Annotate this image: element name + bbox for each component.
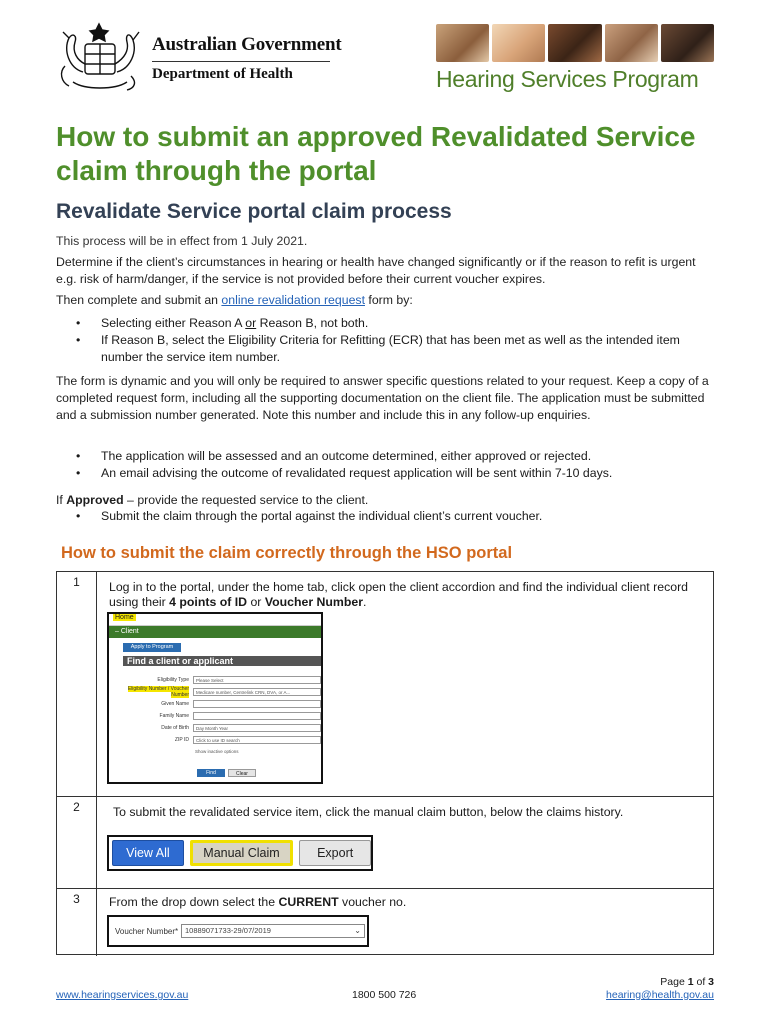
then-text-before: Then complete and submit an	[56, 293, 222, 307]
list-item: • Selecting either Reason A or Reason B, not both.	[56, 315, 716, 332]
list-item: • An email advising the outcome of revalidated request application will be sent within 7-10 days.	[56, 465, 716, 482]
step-row-1	[57, 572, 713, 797]
then-paragraph	[56, 292, 716, 309]
gov-divider	[152, 61, 330, 62]
apply-to-program-button: Apply to Program	[123, 643, 181, 652]
then-text-after: form by:	[364, 293, 413, 307]
find-button: Find	[197, 769, 225, 777]
page-subtitle: Revalidate Service portal claim process	[56, 200, 452, 223]
voucher-label: Voucher Number*	[115, 926, 179, 936]
page-title: How to submit an approved Revalidated Service claim through the portal	[56, 121, 696, 186]
determine-paragraph: Determine if the client’s circumstances in hearing or health have changed significantly or if the reason to refit is urgent e.g. risk of harm/danger, if the service is not provided before their current voucher expires.	[56, 255, 696, 286]
voucher-select[interactable]: 10889071733-29/07/2019 ⌄	[181, 924, 365, 938]
online-revalidation-request-link[interactable]: online revalidation request	[221, 293, 365, 307]
department-name: Department of Health	[152, 66, 293, 82]
australian-government-logo	[55, 20, 345, 95]
website-link[interactable]: www.hearingservices.gov.au	[56, 989, 189, 1001]
step-number: 2	[57, 797, 97, 888]
coat-of-arms-icon	[55, 20, 145, 95]
email-link[interactable]: hearing@health.gov.au	[606, 989, 714, 1001]
home-tab: Home	[109, 614, 321, 626]
section-heading: How to submit the claim correctly through the HSO portal	[61, 544, 513, 562]
approved-line: If Approved – provide the requested service to the client.	[56, 493, 369, 507]
approved-bullets	[56, 508, 716, 525]
request-bullets	[56, 315, 716, 366]
find-client-heading: Find a client or applicant	[123, 656, 321, 666]
find-client-form: Eligibility Type Please Select Eligibility Number / Voucher Number Medicare number, Centrelink CRN, DVA, or A... Given Name Family Name Date of Birth Day Month Year ZIP ID Click to use ID search Show inactive options	[123, 674, 321, 758]
portal-buttons	[197, 769, 256, 777]
export-button[interactable]: Export	[299, 840, 371, 866]
step-1-text: Log in to the portal, under the home tab, click open the client accordion and find the individual client record using their 4 points of ID or Voucher Number.	[109, 580, 688, 609]
step-row-2	[57, 797, 713, 889]
voucher-number-dropdown-screenshot	[107, 915, 369, 947]
form-paragraph: The form is dynamic and you will only be required to answer specific questions related to your request. Keep a copy of a completed request form, including all the supporting documentation on the client file. The application must be submitted and a submission number generated. Note this number and include this in any follow-up enquiries.	[56, 374, 709, 422]
photo-child	[492, 24, 545, 62]
chevron-down-icon: ⌄	[354, 926, 361, 935]
effective-date-text: This process will be in effect from 1 July 2021.	[56, 234, 308, 248]
photo-people	[436, 24, 489, 62]
hearing-services-program-logo	[436, 24, 714, 96]
phone-number: 1800 500 726	[352, 989, 417, 1001]
program-title: Hearing Services Program	[436, 66, 699, 92]
step-3-text: From the drop down select the CURRENT voucher no.	[109, 895, 407, 909]
clear-button: Clear	[228, 769, 256, 777]
step-2-text: To submit the revalidated service item, click the manual claim button, below the claims history.	[113, 805, 624, 819]
step-number: 3	[57, 889, 97, 956]
manual-claim-button[interactable]: Manual Claim	[190, 840, 294, 866]
list-item: • If Reason B, select the Eligibility Criteria for Refitting (ECR) that has been met as well as the intended item number the service item number.	[56, 332, 716, 366]
list-item: • Submit the claim through the portal against the individual client’s current voucher.	[56, 508, 716, 525]
steps-table	[56, 571, 714, 955]
view-all-button[interactable]: View All	[112, 840, 184, 866]
photo-elder	[661, 24, 714, 62]
client-accordion: – Client	[109, 626, 321, 638]
page-number: Page 1 of 3	[660, 976, 714, 988]
photo-woman	[548, 24, 601, 62]
step-row-3	[57, 889, 713, 956]
claims-button-bar	[107, 835, 373, 871]
portal-screenshot	[107, 612, 323, 784]
gov-name: Australian Government	[152, 34, 342, 55]
step-number: 1	[57, 572, 97, 796]
photo-strip	[436, 24, 714, 62]
photo-man	[605, 24, 658, 62]
outcome-bullets	[56, 448, 716, 482]
list-item: • The application will be assessed and an outcome determined, either approved or rejected.	[56, 448, 716, 465]
